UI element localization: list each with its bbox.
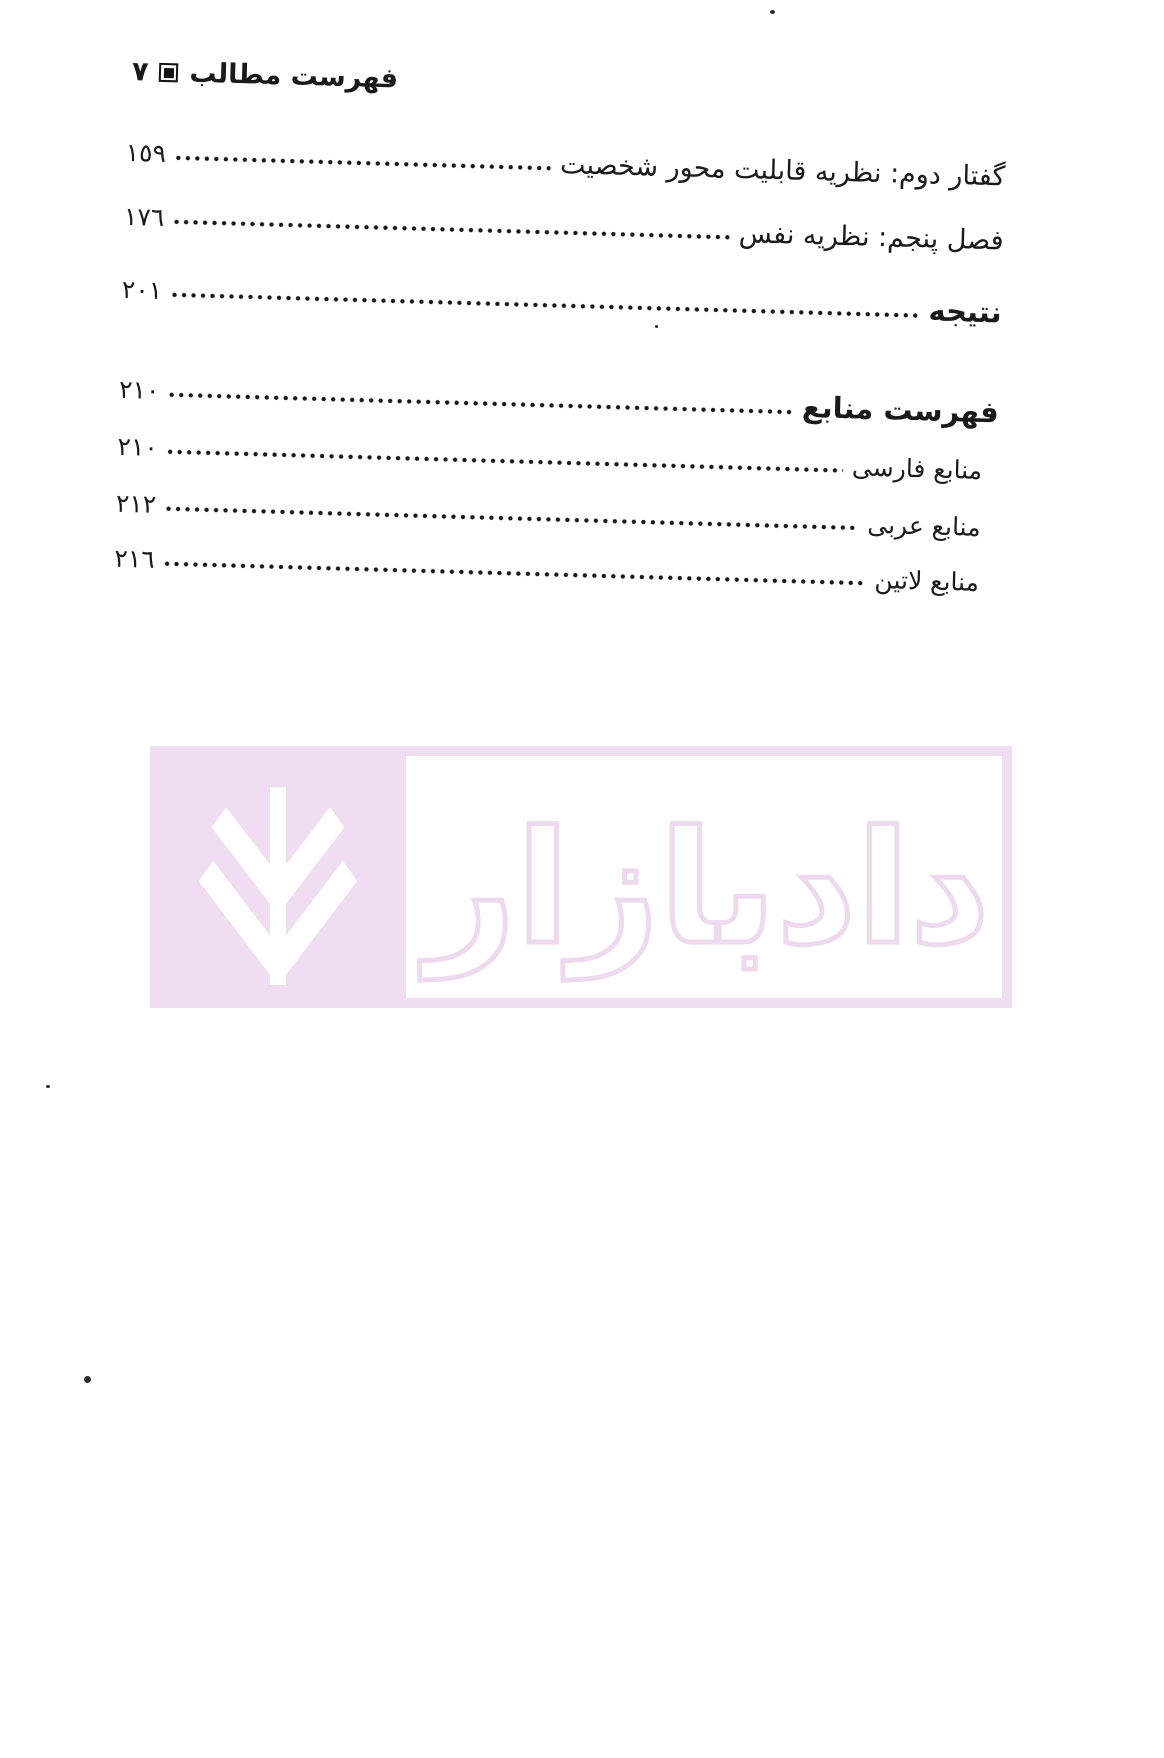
dotted-leader [166, 447, 843, 475]
dotted-leader [170, 290, 920, 320]
toc-entry-page-number: ٢١٠ [117, 431, 159, 462]
header-title: فهرست مطالب [189, 57, 399, 95]
dotted-leader [167, 390, 793, 416]
dotted-leader [174, 153, 551, 173]
toc-row [124, 203, 1004, 255]
toc-entry-page-number: ١٧٦ [123, 201, 165, 233]
toc-entry-title: منابع فارسی [851, 452, 983, 485]
toc-entry-title: منابع عربی [866, 509, 982, 542]
scan-speck [770, 10, 775, 14]
watermark-logo-square [150, 746, 406, 1008]
toc-entry-title: فهرست منابع [801, 389, 1000, 430]
header-page-number: ٧ [131, 56, 149, 88]
toc-row [114, 543, 994, 597]
toc-entry-title: گفتار دوم: نظریه قابلیت محور شخصیت [559, 149, 1006, 193]
page-header [132, 56, 399, 94]
toc-entry-title: فصل پنجم: نظریه نفس [738, 218, 1005, 257]
toc-block [112, 0, 1010, 664]
toc-row [119, 374, 999, 428]
toc-entry-title: نتیجه [928, 293, 1003, 330]
dotted-leader [164, 504, 858, 532]
toc-row [125, 139, 1005, 191]
toc-entry-page-number: ٢٠١ [121, 274, 163, 306]
scan-speck [655, 325, 658, 328]
toc-row [122, 274, 1002, 328]
branch-arrow-logo-icon [198, 770, 358, 985]
square-marker-icon [159, 63, 179, 83]
toc-row [115, 488, 996, 542]
toc-entry-page-number: ١٥٩ [125, 137, 167, 169]
scan-speck [46, 1085, 50, 1088]
toc-entry-page-number: ٢١٠ [118, 374, 160, 405]
watermark [150, 746, 1012, 1008]
watermark-text: دادبازار [426, 797, 990, 979]
toc-entry-page-number: ٢١٢ [115, 488, 157, 519]
toc-entry-title: منابع لاتین [874, 565, 980, 597]
dotted-leader [162, 559, 865, 588]
toc-row [117, 431, 997, 485]
scan-speck [84, 1376, 91, 1383]
toc-entry-page-number: ٢١٦ [114, 543, 156, 574]
dotted-leader [172, 217, 730, 242]
